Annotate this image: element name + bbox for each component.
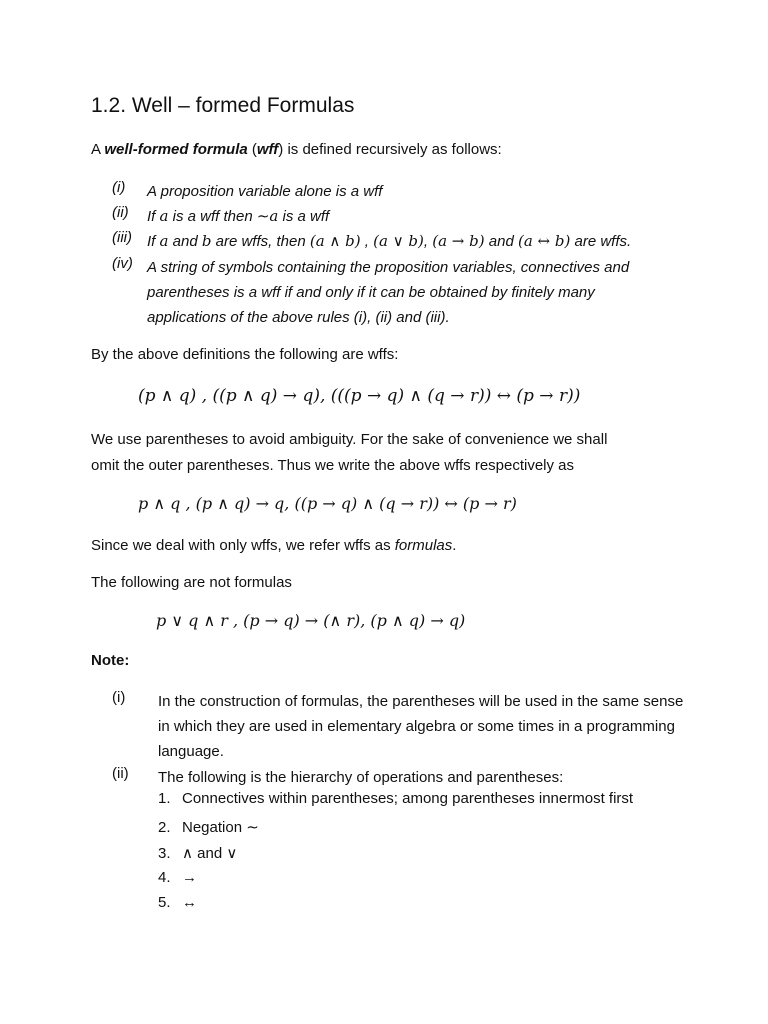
not-formulas-intro: The following are not formulas [91,574,292,591]
since-paragraph: Since we deal with only wffs, we refer wffs as formulas. [91,537,457,554]
formula-simplified: p ∧ q , (p ∧ q) → q, ((p → q) ∧ (q → r)) ↔ (p → r) [138,494,517,513]
rule-number: (iii) [112,229,132,246]
rule-text: If a and b are wffs, then (a ∧ b) , (a ∨ b), (a → b) and (a ↔ b) are wffs. [147,232,632,250]
formula-wffs: (p ∧ q) , ((p ∧ q) → q), (((p → q) ∧ (q → r)) ↔ (p → r)) [138,386,581,406]
rule-text: If a is a wff then ∼a is a wff [147,207,330,225]
hierarchy-item: 1. Connectives within parentheses; among parentheses innermost first [158,790,634,807]
hierarchy-item: 5. ↔ [158,894,197,911]
parentheses-paragraph-line1: We use parentheses to avoid ambiguity. For the sake of convenience we shall [91,431,608,448]
intro-close: ) is defined recursively as follows: [278,141,502,158]
intro-open: ( [247,141,257,158]
note-number: (ii) [112,765,129,782]
note-text: The following is the hierarchy of operations and parentheses: [158,769,564,786]
rule-text: A string of symbols containing the proposition variables, connectives and parentheses is a wff if and only if it can be obtained by finitely many applications of the above rules (i), (ii) and (iii). [147,259,630,326]
rule-number: (i) [112,179,126,196]
rule-number: (ii) [112,204,129,221]
rule-text: A proposition variable alone is a wff [147,183,383,200]
rule-number: (iv) [112,255,133,272]
note-number: (i) [112,689,126,706]
examples-intro: By the above definitions the following are wffs: [91,346,399,363]
section-heading: 1.2. Well – formed Formulas [91,94,355,117]
formula-not-wffs: p ∨ q ∧ r , (p → q) → (∧ r), (p ∧ q) → q) [156,611,466,630]
hierarchy-item: 2. Negation ∼ [158,819,259,836]
intro-abbr: wff [256,141,279,158]
intro-prefix: A [91,141,105,158]
since-term: formulas [394,537,453,554]
note-heading: Note: [91,652,130,669]
note-text: In the construction of formulas, the parentheses will be used in the same sense in which they are used in elementary algebra or some times in a programming language. [158,693,684,760]
intro-paragraph [91,141,502,158]
hierarchy-item: 4. → [158,869,197,886]
parentheses-paragraph-line2: omit the outer parentheses. Thus we write the above wffs respectively as [91,457,575,474]
hierarchy-item: 3. ∧ and ∨ [158,845,238,862]
intro-term: well-formed formula [104,141,248,158]
